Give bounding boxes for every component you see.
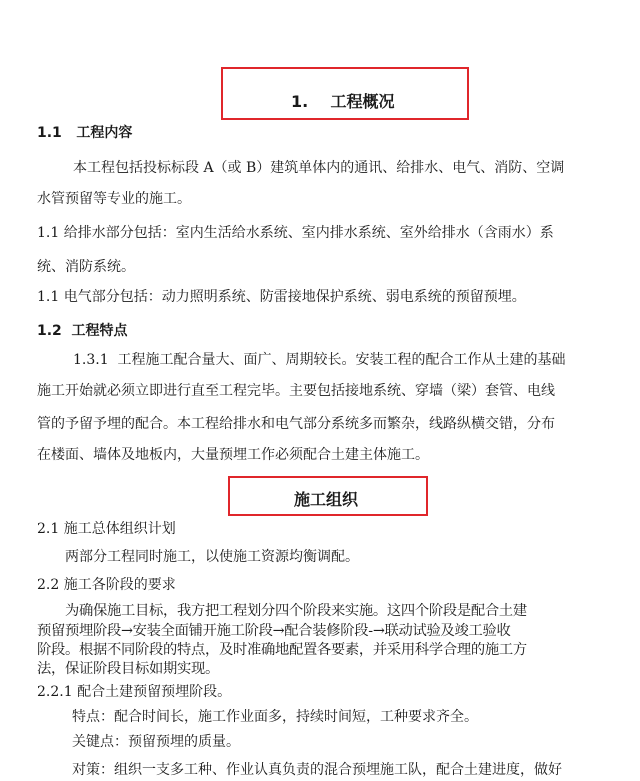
section-heading-2-1: 2.1 施工总体组织计划 [37, 521, 176, 537]
paragraph-line: 预留预埋阶段→安装全面铺开施工阶段→配合装修阶段-→联动试验及竣工验收 [37, 623, 511, 639]
paragraph-line: 水管预留等专业的施工。 [37, 191, 191, 207]
paragraph-line: 在楼面、墙体及地板内，大量预埋工作必须配合土建主体施工。 [37, 447, 429, 463]
paragraph-line: 关键点：预留预埋的质量。 [72, 734, 240, 750]
section-heading-2-2-1: 2.2.1 配合土建预留预埋阶段。 [37, 684, 232, 700]
paragraph-line: 特点：配合时间长，施工作业面多，持续时间短，工种要求齐全。 [72, 709, 478, 725]
paragraph-line-cut-off: 对策：组织一支多工种、作业认真负责的混合预埋施工队，配合土建进度，做好 [72, 762, 562, 778]
paragraph-line: 两部分工程同时施工，以使施工资源均衡调配。 [65, 549, 359, 565]
paragraph-line: 阶段。根据不同阶段的特点，及时准确地配置各要素，并采用科学合理的施工方 [37, 642, 527, 658]
paragraph-line: 1.1 电气部分包括：动力照明系统、防雷接地保护系统、弱电系统的预留预埋。 [37, 289, 526, 305]
paragraph-line: 施工开始就必须立即进行直至工程完毕。主要包括接地系统、穿墙（梁）套管、电线 [37, 383, 555, 399]
paragraph-line: 统、消防系统。 [37, 259, 135, 275]
section-heading-2-2: 2.2 施工各阶段的要求 [37, 577, 176, 593]
chapter-1-title: 1. 工程概况 [291, 92, 395, 111]
paragraph-line: 为确保施工目标，我方把工程划分四个阶段来实施。这四个阶段是配合土建 [65, 603, 527, 619]
paragraph-line: 本工程包括投标标段 A（或 B）建筑单体内的通讯、给排水、电气、消防、空调 [73, 160, 565, 176]
section-heading-1-2: 1.2 工程特点 [37, 323, 128, 339]
paragraph-line: 1.1 给排水部分包括：室内生活给水系统、室内排水系统、室外给排水（含雨水）系 [37, 225, 554, 241]
paragraph-line: 管的予留予埋的配合。本工程给排水和电气部分系统多而繁杂，线路纵横交错，分布 [37, 416, 555, 432]
section-heading-1-1: 1.1 工程内容 [37, 125, 133, 141]
paragraph-line: 1.3.1 工程施工配合量大、面广、周期较长。安装工程的配合工作从土建的基础 [73, 352, 566, 368]
paragraph-line: 法，保证阶段目标如期实现。 [37, 661, 219, 677]
chapter-2-title: 施工组织 [294, 490, 359, 509]
